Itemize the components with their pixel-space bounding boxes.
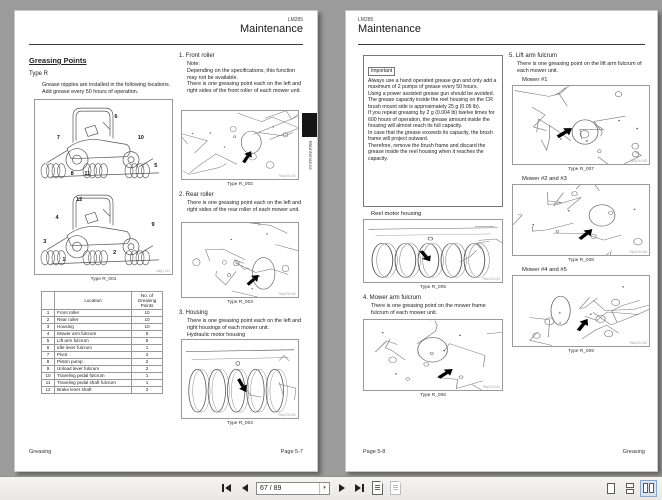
figure-caption: Type R_001 bbox=[90, 277, 117, 282]
lift-arm-mower4-5-drawing bbox=[513, 276, 649, 346]
figure-ref-code: Rkq02b-030 bbox=[278, 174, 296, 178]
footer-section-label: Greasing bbox=[622, 449, 645, 455]
table-row: 8 Piston pump 2 bbox=[42, 358, 163, 365]
front-roller-drawing bbox=[182, 111, 298, 179]
section-text: There is one greasing point each on the left and right housings of each mower unit. Hydraulic motor housing bbox=[187, 318, 302, 338]
previous-view-button[interactable] bbox=[371, 481, 384, 495]
figure-ref-code: Rkq02b-060 bbox=[278, 413, 296, 417]
figure-reel-motor-housing bbox=[363, 219, 503, 283]
next-view-button bbox=[389, 481, 402, 495]
footer-section-label: Greasing bbox=[29, 449, 52, 455]
table-row: 12 Brake lever shaft 2 bbox=[42, 386, 163, 393]
important-label: Important bbox=[368, 67, 395, 76]
mower-4-5-label: Mower #4 and #5 bbox=[522, 267, 567, 273]
table-row: 1 Front roller 10 bbox=[42, 309, 163, 316]
figure-ref-code: Rkq02b-048 bbox=[629, 341, 647, 345]
callout-number: 1 bbox=[62, 256, 66, 263]
header-rule bbox=[29, 44, 303, 45]
figure-caption: Type R_005 bbox=[420, 285, 446, 290]
table-row: 2 Rear roller 10 bbox=[42, 316, 163, 323]
section-title: 2. Rear roller bbox=[179, 192, 214, 198]
next-view-disabled-icon bbox=[390, 481, 401, 495]
lift-arm-mower1-drawing bbox=[513, 86, 649, 164]
page-model-label: LM285 bbox=[358, 17, 374, 23]
facing-view-button[interactable] bbox=[640, 480, 657, 497]
footer-page-number: Page 5-8 bbox=[363, 449, 386, 455]
figure-ref-code: Rkq02b-043 bbox=[482, 385, 500, 389]
first-page-bar bbox=[222, 484, 224, 492]
table-row: 9 Unload lever fulcrum 2 bbox=[42, 365, 163, 372]
mower-2-3-label: Mower #2 and #3 bbox=[522, 176, 567, 182]
housing-drawing bbox=[182, 340, 298, 418]
lift-arm-mower2-3-drawing bbox=[513, 185, 649, 255]
figure-caption: Type R_007 bbox=[568, 167, 594, 172]
section-title: 4. Mower arm fulcrum bbox=[363, 295, 422, 301]
page-dropdown-button[interactable]: ▾ bbox=[319, 483, 329, 494]
callout-number: 2 bbox=[113, 249, 117, 256]
figure-overview-mowers bbox=[34, 99, 173, 275]
important-text: Always use a hand operated grease gun and only add a maximum of 2 pumps of grease every 50 hours. Using a power assisted grease gun should be avoided. The grease capacity inside the reel housing on the CR brush mount side is approximately 25 g (0.05 lb). If you repeat greasing by 2 g (0.004 lb) twelve times for 600 hours of operation, the grease amount inside the housing will almost reach its full capacity. In case that the grease exceeds its capacity, the brush frame will project outward. Therefore, remove the brush frame and discard the grease inside the reel housing when it reaches the capacity. bbox=[368, 77, 497, 162]
section-title: 1. Front roller bbox=[179, 53, 215, 59]
figure-ref-code: Rkq02b-046 bbox=[629, 250, 647, 254]
page-title: Maintenance bbox=[240, 23, 303, 35]
document-page-right bbox=[345, 10, 658, 472]
reel-motor-housing-label: Reel motor housing bbox=[371, 211, 422, 217]
first-page-button[interactable] bbox=[220, 481, 233, 495]
table-header-points: No. of Greasing Points bbox=[132, 292, 163, 310]
figure-caption: Type R_004 bbox=[227, 421, 253, 426]
figure-lift-arm-mower1 bbox=[512, 85, 650, 165]
figure-ref-code: Rkq02b-033 bbox=[482, 277, 500, 281]
section-heading: Greasing Points bbox=[29, 56, 87, 65]
callout-number: 5 bbox=[154, 162, 158, 169]
callout-number: 3 bbox=[43, 239, 47, 246]
previous-page-button[interactable] bbox=[238, 481, 251, 495]
table-header-blank bbox=[42, 292, 55, 310]
mower-arm-fulcrum-drawing bbox=[364, 320, 502, 390]
table-row: 10 Traveling pedal fulcrum 1 bbox=[42, 372, 163, 379]
table-row: 4 Mower arm fulcrum 5 bbox=[42, 330, 163, 337]
section-text: Note: Depending on the specifications, this function may not be available. There is one greasing point each on the left and right sides of the front roller of each mower unit. bbox=[187, 61, 302, 94]
figure-caption: Type R_006 bbox=[420, 393, 446, 398]
table-row: 3 Housing 10 bbox=[42, 323, 163, 330]
callout-number: 12 bbox=[76, 197, 83, 204]
figure-lift-arm-mower4-5 bbox=[512, 275, 650, 347]
last-page-bar bbox=[362, 484, 364, 492]
mower-1-label: Mower #1 bbox=[522, 77, 548, 83]
facing-view-icon bbox=[643, 483, 648, 493]
figure-front-roller bbox=[181, 110, 299, 180]
previous-page-icon bbox=[242, 484, 248, 492]
continuous-view-button[interactable] bbox=[621, 480, 638, 497]
callout-number: 7 bbox=[56, 134, 60, 141]
next-page-icon bbox=[339, 484, 345, 492]
page-number-field[interactable] bbox=[256, 482, 330, 495]
last-page-icon bbox=[355, 484, 361, 492]
next-page-button[interactable] bbox=[335, 481, 348, 495]
figure-mower-arm-fulcrum bbox=[363, 319, 503, 391]
callout-number: 10 bbox=[137, 134, 144, 141]
intro-text: Grease nipples are installed in the following locations. Add grease every 50 hours of operation. bbox=[42, 82, 171, 95]
chapter-tab-marker bbox=[302, 113, 317, 137]
callout-number: 4 bbox=[55, 214, 59, 221]
page-title: Maintenance bbox=[358, 23, 421, 35]
facing-view-icon bbox=[649, 483, 654, 493]
figure-housing bbox=[181, 339, 299, 419]
section-title: 5. Lift arm fulcrum bbox=[509, 53, 558, 59]
important-notice-box bbox=[363, 55, 503, 207]
figure-caption: Type R_002 bbox=[227, 182, 253, 187]
callout-number: 11 bbox=[84, 171, 91, 178]
viewer-toolbar bbox=[0, 476, 662, 500]
reel-motor-housing-drawing bbox=[364, 220, 502, 282]
table-row: 11 Traveling pedal shaft fulcrum 1 bbox=[42, 379, 163, 386]
footer-page-number: Page 5-7 bbox=[280, 449, 303, 455]
header-rule bbox=[358, 44, 645, 45]
section-title: 3. Housing bbox=[179, 310, 208, 316]
type-label: Type R bbox=[29, 71, 49, 77]
page-model-label: LM285 bbox=[287, 17, 303, 23]
table-row: 5 Lift arm fulcrum 5 bbox=[42, 337, 163, 344]
figure-ref-code: Rkq02b-045 bbox=[629, 159, 647, 163]
section-text: There is one greasing point on the lift arm fulcrum of each mower unit. bbox=[517, 61, 642, 74]
table-header-location: Location bbox=[55, 292, 132, 310]
figure-caption: Type R_009 bbox=[568, 349, 594, 354]
rear-roller-drawing bbox=[182, 223, 298, 297]
mower-line-drawing bbox=[35, 100, 172, 274]
figure-caption: Type R_008 bbox=[568, 258, 594, 263]
document-page-left bbox=[14, 10, 318, 472]
chapter-tab-label: Maintenance bbox=[308, 141, 313, 171]
section-text: There is one greasing point on the mower frame fulcrum of each mower unit. bbox=[371, 303, 486, 316]
last-page-button[interactable] bbox=[353, 481, 366, 495]
figure-caption: Type R_003 bbox=[227, 300, 253, 305]
figure-ref-code: daig1-011 bbox=[156, 269, 170, 273]
single-page-view-button[interactable] bbox=[602, 480, 619, 497]
single-page-icon bbox=[607, 483, 615, 494]
previous-view-icon bbox=[372, 481, 383, 495]
callout-number: 6 bbox=[114, 113, 118, 120]
figure-lift-arm-mower2-3 bbox=[512, 184, 650, 256]
section-text: There is one greasing point each on the left and right sides of the rear roller of each mower unit. bbox=[187, 200, 302, 213]
callout-number: 9 bbox=[151, 221, 155, 228]
first-page-icon bbox=[225, 484, 231, 492]
greasing-points-table bbox=[41, 291, 163, 394]
table-row: 7 Pivot 2 bbox=[42, 351, 163, 358]
figure-rear-roller bbox=[181, 222, 299, 298]
continuous-view-icon bbox=[626, 483, 634, 494]
table-row: 6 Idle lever fulcrum 1 bbox=[42, 344, 163, 351]
page-number-input[interactable] bbox=[257, 485, 319, 492]
figure-ref-code: Rkq02b-040 bbox=[278, 292, 296, 296]
callout-number: 8 bbox=[70, 171, 74, 178]
